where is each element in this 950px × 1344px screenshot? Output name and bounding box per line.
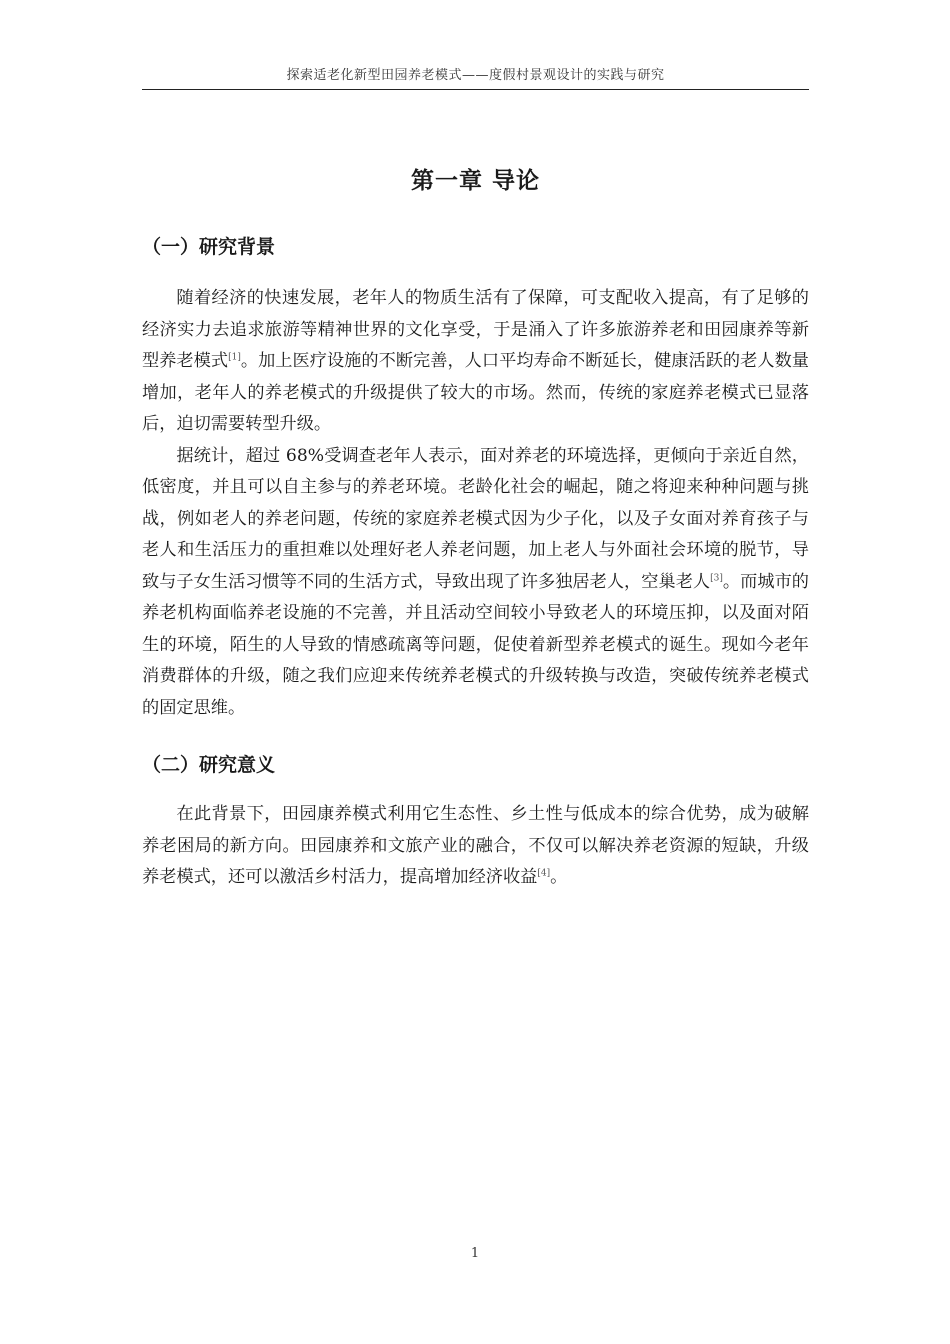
paragraph — [142, 799, 809, 894]
paragraph-text: 。而城市的养老机构面临养老设施的不完善，并且活动空间较小导致老人的环境压抑，以及面对陌生的环境，陌生的人导致的情感疏离等问题，促使着新型养老模式的诞生。现如今老年消费群体的升级，随之我们应迎来传统养老模式的升级转换与改造，突破传统养老模式的固定思维。 — [142, 571, 809, 718]
chapter-title: 第一章 导论 — [410, 168, 540, 194]
running-header: 探索适老化新型田园养老模式——度假村景观设计的实践与研究 — [142, 64, 809, 90]
citation-marker: [3] — [710, 572, 723, 583]
section-body-background — [142, 283, 809, 724]
section-heading-background: （一）研究背景 — [142, 236, 276, 258]
page-number: 1 — [470, 1246, 480, 1261]
paragraph-text: 据统计，超过 68%受调查老年人表示，面对养老的环境选择，更倾向于亲近自然，低密度，并且可以自主参与的养老环境。老龄化社会的崛起，随之将迎来种种问题与挑战，例如老人的养老问题，传统的家庭养老模式因为少子化，以及子女面对养育孩子与老人和生活压力的重担难以处理好老人养老问题，加上老人与外面社会环境的脱节，导致与子女生活习惯等不同的生活方式，导致出现了许多独居老人，空巢老人 — [142, 445, 809, 592]
paragraph — [142, 283, 809, 441]
paragraph-text: 在此背景下，田园康养模式利用它生态性、乡土性与低成本的综合优势，成为破解养老困局的新方向。田园康养和文旅产业的融合，不仅可以解决养老资源的短缺，升级养老模式，还可以激活乡村活力，提高增加经济收益 — [142, 804, 809, 887]
section-heading-significance: （二）研究意义 — [142, 754, 276, 776]
citation-marker: [4] — [537, 868, 551, 879]
section-body-significance — [142, 799, 809, 894]
paragraph — [142, 441, 809, 725]
paragraph-text: 。加上医疗设施的不断完善，人口平均寿命不断延长，健康活跃的老人数量增加，老年人的养老模式的升级提供了较大的市场。然而，传统的家庭养老模式已显落后，迫切需要转型升级。 — [142, 351, 809, 434]
paragraph-text: 随着经济的快速发展，老年人的物质生活有了保障，可支配收入提高，有了足够的经济实力去追求旅游等精神世界的文化享受，于是涌入了许多旅游养老和田园康养等新型养老模式 — [142, 288, 809, 371]
paragraph-text: 。 — [550, 867, 568, 887]
citation-marker: [1] — [228, 352, 241, 363]
